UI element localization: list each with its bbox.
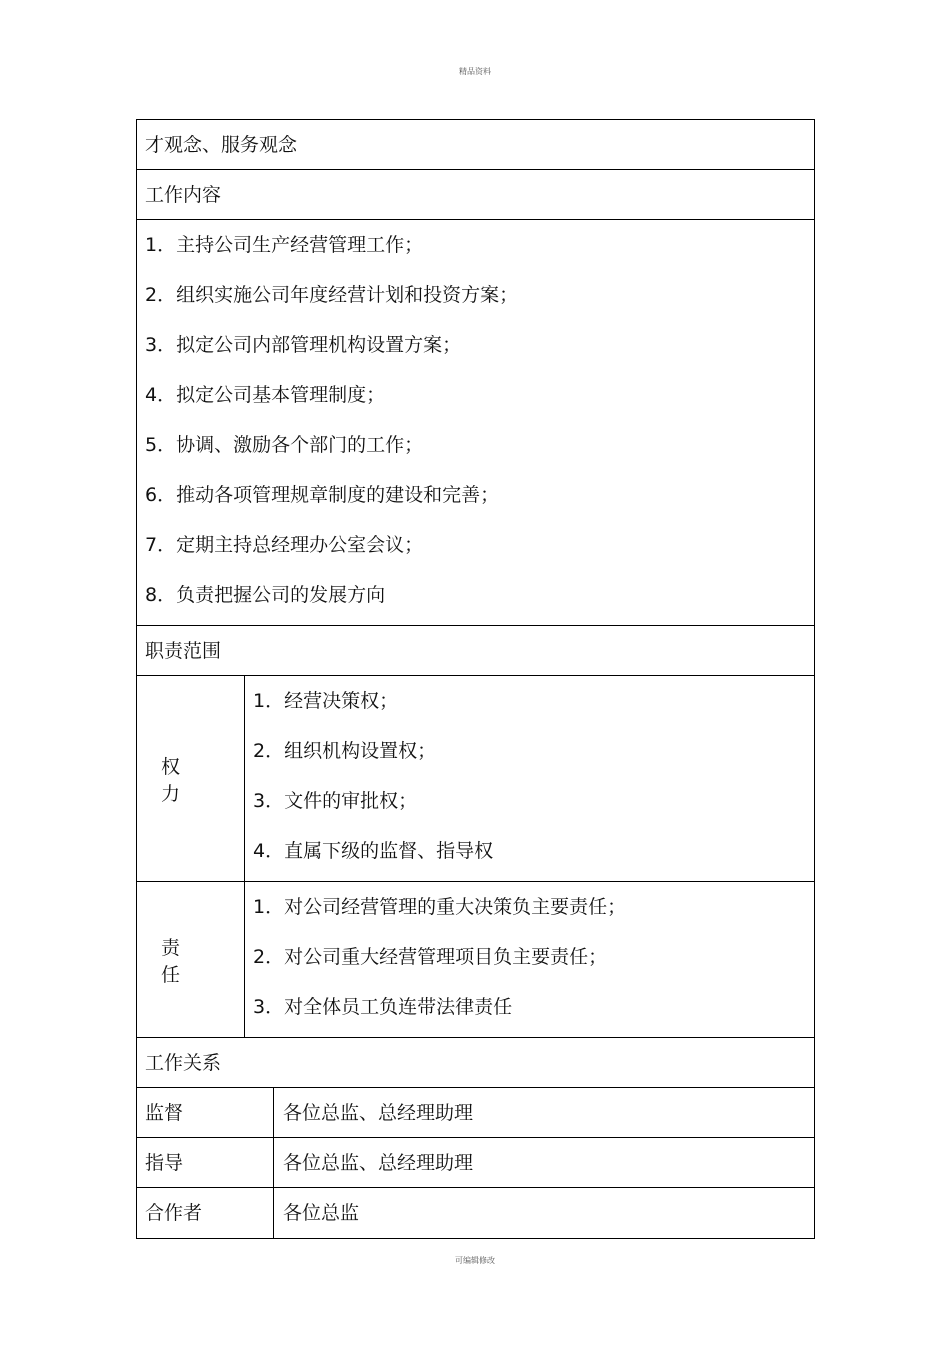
list-item: 6．推动各项管理规章制度的建设和完善；: [145, 484, 500, 506]
concept-row: 才观念、服务观念: [137, 120, 814, 170]
list-item: 1．对公司经营管理的重大决策负主要责任；: [253, 896, 627, 918]
authority-list: [245, 676, 814, 881]
relation-value: 各位总监、总经理助理: [283, 1102, 474, 1124]
list-item: 7．定期主持总经理办公室会议；: [145, 534, 424, 556]
list-item: 8．负责把握公司的发展方向: [145, 584, 386, 606]
list-item: 3．拟定公司内部管理机构设置方案；: [145, 334, 462, 356]
list-item: 1．经营决策权；: [253, 690, 399, 712]
list-item: 2．组织机构设置权；: [253, 740, 437, 762]
list-item: 2．组织实施公司年度经营计划和投资方案；: [145, 284, 519, 306]
relation-value: 各位总监: [283, 1202, 360, 1224]
authority-section: [137, 676, 814, 882]
list-item: 4．直属下级的监督、指导权: [253, 840, 494, 862]
work-relations-title: 工作关系: [137, 1038, 814, 1088]
job-description-table: [136, 119, 815, 1239]
list-item: 5．协调、激励各个部门的工作；: [145, 434, 424, 456]
table-row: [137, 1088, 814, 1138]
list-item: 3．文件的审批权；: [253, 790, 418, 812]
list-item: 4．拟定公司基本管理制度；: [145, 384, 386, 406]
list-item: 1．主持公司生产经营管理工作；: [145, 234, 424, 256]
list-item: 2．对公司重大经营管理项目负主要责任；: [253, 946, 608, 968]
duty-list: [245, 882, 814, 1037]
authority-label: 权力: [137, 676, 245, 881]
responsibility-scope-title: 职责范围: [137, 626, 814, 676]
footer-note: 可编辑修改: [455, 1256, 495, 1265]
work-content-title: 工作内容: [137, 170, 814, 220]
table-row: [137, 1138, 814, 1188]
relation-key: 监督: [137, 1088, 274, 1137]
duty-label: 责任: [137, 882, 245, 1037]
header-note: 精品资料: [459, 67, 491, 76]
work-content-list: [137, 220, 814, 626]
duty-section: [137, 882, 814, 1038]
list-item: 3．对全体员工负连带法律责任: [253, 996, 513, 1018]
table-row: [137, 1188, 814, 1238]
relation-value: 各位总监、总经理助理: [283, 1152, 474, 1174]
relation-key: 合作者: [137, 1188, 274, 1238]
relation-key: 指导: [137, 1138, 274, 1187]
